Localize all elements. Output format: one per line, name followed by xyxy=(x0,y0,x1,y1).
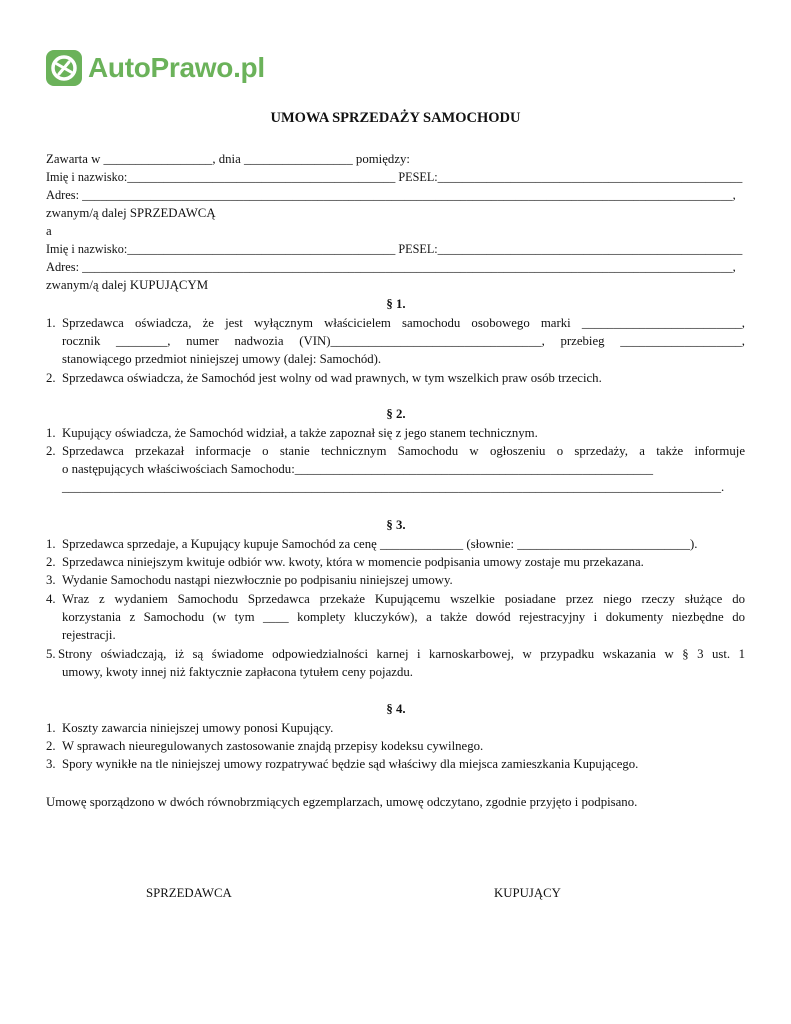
s3-item-2: Sprzedawca niniejszym kwituje odbiór ww. kwoty, która w momencie podpisania umowy zostaje mu przekazana. xyxy=(62,555,644,569)
seller-role: zwanym/ą dalej SPRZEDAWCĄ xyxy=(46,206,216,220)
section-4-heading: § 4. xyxy=(386,702,406,716)
buyer-signature-label: KUPUJĄCY xyxy=(494,886,561,900)
s3-item-1: Sprzedawca sprzedaje, a Kupujący kupuje Samochód za cenę _____________ (słownie: ___________________________). xyxy=(62,537,698,551)
buyer-role: zwanym/ą dalej KUPUJĄCYM xyxy=(46,278,209,292)
s3-item-2-number: 2. xyxy=(46,555,56,569)
s3-item-5-line-1: Strony oświadczają, iż są świadome odpowiedzialności karnej i karnoskarbowej, w przypadku wskazania w § 3 ust. 1 xyxy=(58,647,745,661)
s1-item-2: Sprzedawca oświadcza, że Samochód jest wolny od wad prawnych, w tym wszelkich praw osób trzecich. xyxy=(62,371,602,385)
s2-item-2-line-2: o następujących właściwościach Samochodu:________________________________________________________ xyxy=(62,462,654,476)
s4-item-3: Spory wynikłe na tle niniejszej umowy rozpatrywać będzie sąd właściwy dla miejsca zamieszkania Kupującego. xyxy=(62,757,639,771)
s4-item-1: Koszty zawarcia niniejszej umowy ponosi Kupujący. xyxy=(62,721,334,735)
buyer-address: Adres: _________________________________________________________________________________________________________, xyxy=(46,260,736,274)
closing-statement: Umowę sporządzono w dwóch równobrzmiących egzemplarzach, umowę odczytano, zgodnie przyjęto i podpisano. xyxy=(46,795,638,809)
section-1-heading: § 1. xyxy=(386,297,406,311)
logo-mark-icon xyxy=(46,50,82,86)
autoprawo-logo xyxy=(46,50,265,86)
conjunction-a: a xyxy=(46,224,52,238)
s4-item-1-number: 1. xyxy=(46,721,56,735)
s1-item-1-line-1: Sprzedawca oświadcza, że jest wyłącznym właścicielem samochodu osobowego marki _________________________, xyxy=(62,316,745,330)
s2-item-2-number: 2. xyxy=(46,444,56,458)
s4-item-3-number: 3. xyxy=(46,757,56,771)
s3-item-1-number: 1. xyxy=(46,537,56,551)
s2-item-1: Kupujący oświadcza, że Samochód widział, a także zapoznał się z jego stanem technicznym. xyxy=(62,426,538,440)
logo-text: AutoPrawo.pl xyxy=(88,52,265,83)
s2-item-1-number: 1. xyxy=(46,426,56,440)
buyer-name-pesel: Imię i nazwisko:____________________________________________ PESEL:__________________________________________________ xyxy=(46,242,743,256)
s2-item-2-line-3: _______________________________________________________________________________________________________. xyxy=(62,480,725,494)
s3-item-5-line-2: umowy, kwoty innej niż faktycznie zapłacona tytułem ceny pojazdu. xyxy=(62,665,413,679)
s3-item-5-number: 5. xyxy=(46,647,56,661)
s2-item-2-line-1: Sprzedawca przekazał informacje o stanie technicznym Samochodu w ogłoszeniu o sprzedaży, a także informuje xyxy=(62,444,745,458)
s1-item-1-line-2: rocznik ________, numer nadwozia (VIN)_________________________________, przebieg ___________________, xyxy=(62,334,745,348)
document-title: UMOWA SPRZEDAŻY SAMOCHODU xyxy=(270,110,521,126)
s1-item-2-number: 2. xyxy=(46,371,56,385)
section-2-heading: § 2. xyxy=(386,407,406,421)
s1-item-1-number: 1. xyxy=(46,316,56,330)
s1-item-1-line-3: stanowiącego przedmiot niniejszej umowy (dalej: Samochód). xyxy=(62,352,382,366)
s3-item-3: Wydanie Samochodu nastąpi niezwłocznie po podpisaniu niniejszej umowy. xyxy=(62,573,453,587)
s4-item-2: W sprawach nieuregulowanych zastosowanie znajdą przepisy kodeksu cywilnego. xyxy=(62,739,484,753)
s4-item-2-number: 2. xyxy=(46,739,56,753)
s3-item-4-number: 4. xyxy=(46,592,56,606)
seller-signature-label: SPRZEDAWCA xyxy=(146,886,232,900)
contract-place-date: Zawarta w _________________, dnia _________________ pomiędzy: xyxy=(46,152,410,166)
s3-item-3-number: 3. xyxy=(46,573,56,587)
s3-item-4-line-2: korzystania z Samochodu (w tym ____ komplety kluczyków), a także dowód rejestracyjny i dokumenty niezbędne do xyxy=(62,610,745,624)
seller-name-pesel: Imię i nazwisko:____________________________________________ PESEL:__________________________________________________ xyxy=(46,170,743,184)
section-3-heading: § 3. xyxy=(386,518,406,532)
seller-address: Adres: _________________________________________________________________________________________________________, xyxy=(46,188,736,202)
s3-item-4-line-3: rejestracji. xyxy=(62,628,116,642)
s3-item-4-line-1: Wraz z wydaniem Samochodu Sprzedawca przekaże Kupującemu wszelkie posiadane przez niego rzeczy służące do xyxy=(62,592,745,606)
